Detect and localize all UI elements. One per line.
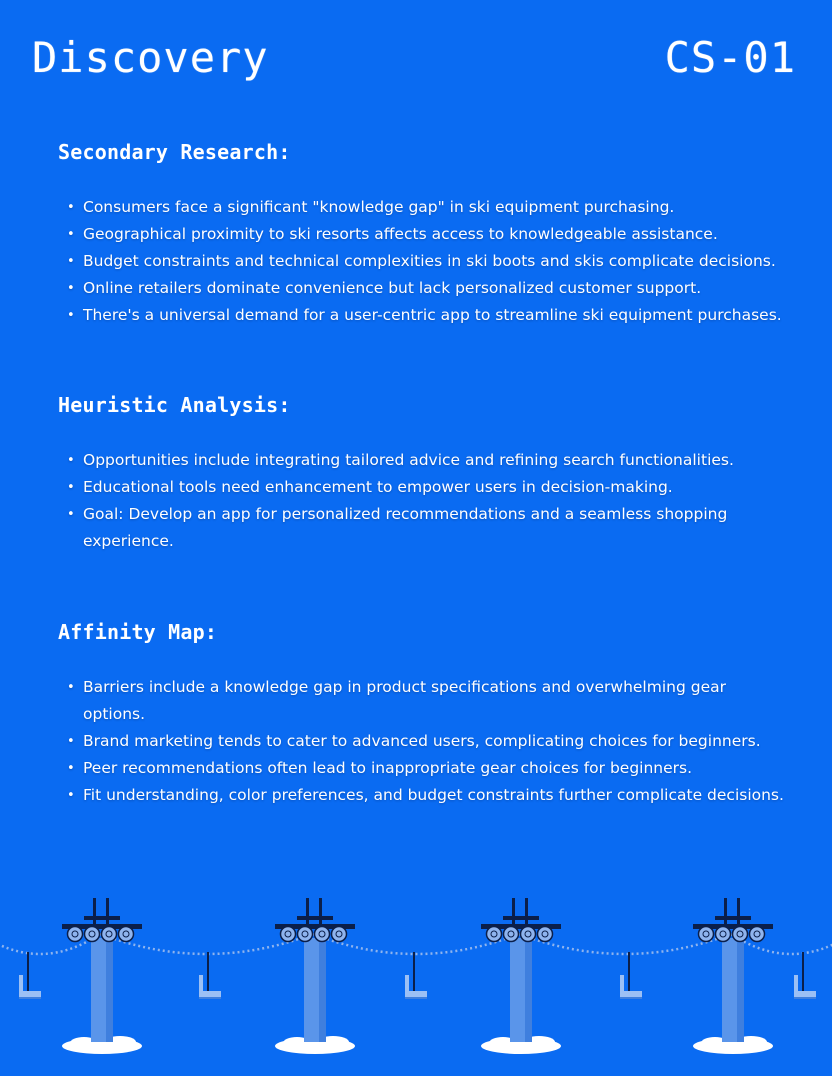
lift-crossbar-top: [297, 916, 333, 920]
list-item-text: Consumers face a significant "knowledge gap" in ski equipment purchasing.: [83, 198, 675, 216]
chair-shadow: [794, 997, 816, 999]
lift-wheel: [750, 927, 765, 942]
list-item: [67, 194, 792, 221]
chair-hanger: [207, 952, 209, 992]
list-item: [67, 755, 792, 782]
lift-wheel: [521, 927, 536, 942]
list-item: [67, 501, 792, 555]
lift-wheel: [315, 927, 330, 942]
list-item-text: Online retailers dominate convenience but lack personalized customer support.: [83, 279, 702, 297]
lift-top-pole: [306, 898, 309, 924]
bullet-icon: •: [67, 200, 75, 215]
list-item: [67, 674, 792, 728]
lift-scene: [0, 898, 832, 1054]
lift-wheel: [487, 927, 502, 942]
list-item: [67, 275, 792, 302]
chair-shadow: [19, 997, 41, 999]
lift-wheel: [281, 927, 296, 942]
bullet-icon: •: [67, 281, 75, 296]
bullet-icon: •: [67, 761, 75, 776]
section-heading: Heuristic Analysis:: [58, 393, 291, 417]
ski-lift-illustration: [0, 880, 832, 1076]
chair-seat: [405, 991, 427, 997]
list-item: [67, 221, 792, 248]
chair-seat: [794, 991, 816, 997]
page-title: Discovery: [32, 33, 269, 82]
list-item: [67, 728, 792, 755]
lift-top-pole: [525, 898, 528, 924]
list-item: [67, 782, 792, 809]
chair-seat: [199, 991, 221, 997]
lift-pillar-shadow: [525, 938, 532, 1042]
bullet-icon: •: [67, 680, 75, 695]
section-heading: Affinity Map:: [58, 620, 218, 644]
lift-pillar-shadow: [106, 938, 113, 1042]
lift-wheel: [85, 927, 100, 942]
lift-crossbar-top: [715, 916, 751, 920]
lift-pillar-shadow: [737, 938, 744, 1042]
chair-seat: [19, 991, 41, 997]
page-header: [32, 30, 796, 86]
lift-top-pole: [512, 898, 515, 924]
lift-crossbar-top: [84, 916, 120, 920]
lift-wheel: [68, 927, 83, 942]
lift-top-pole: [93, 898, 96, 924]
lift-wheel: [504, 927, 519, 942]
lift-top-pole: [319, 898, 322, 924]
section-heuristic-analysis: [58, 393, 792, 550]
bullet-icon: •: [67, 507, 75, 522]
list-item-text: Opportunities include integrating tailored advice and refining search functionalities.: [83, 451, 734, 469]
list-item: [67, 248, 792, 275]
list-item-text: Barriers include a knowledge gap in product specifications and overwhelming gear options.: [83, 678, 726, 723]
lift-wheel: [733, 927, 748, 942]
bullet-icon: •: [67, 734, 75, 749]
list-item-text: Budget constraints and technical complexities in ski boots and skis complicate decisions.: [83, 252, 776, 270]
lift-wheel: [298, 927, 313, 942]
lift-top-pole: [106, 898, 109, 924]
chair-shadow: [199, 997, 221, 999]
lift-wheel: [119, 927, 134, 942]
bullet-icon: •: [67, 788, 75, 803]
list-item-text: Fit understanding, color preferences, and budget constraints further complicate decisions.: [83, 786, 784, 804]
list-item-text: There's a universal demand for a user-centric app to streamline ski equipment purchases.: [83, 306, 782, 324]
lift-top-pole: [724, 898, 727, 924]
chair-hanger: [628, 952, 630, 992]
chair-hanger: [413, 952, 415, 992]
list-item: [67, 474, 792, 501]
lift-wheel: [699, 927, 714, 942]
bullet-list: [67, 674, 792, 809]
chair-shadow: [620, 997, 642, 999]
bullet-icon: •: [67, 453, 75, 468]
section-secondary-research: [58, 140, 792, 324]
lift-wheel: [538, 927, 553, 942]
lift-top-pole: [737, 898, 740, 924]
lift-wheel: [716, 927, 731, 942]
section-affinity-map: [58, 620, 792, 804]
list-item: [67, 302, 792, 329]
bullet-list: [67, 447, 792, 555]
chair-hanger: [802, 952, 804, 992]
list-item-text: Goal: Develop an app for personalized recommendations and a seamless shopping experience.: [83, 505, 728, 550]
section-heading: Secondary Research:: [58, 140, 291, 164]
list-item-text: Educational tools need enhancement to empower users in decision-making.: [83, 478, 673, 496]
bullet-icon: •: [67, 480, 75, 495]
list-item-text: Brand marketing tends to cater to advanced users, complicating choices for beginners.: [83, 732, 761, 750]
lift-wheel: [102, 927, 117, 942]
list-item-text: Peer recommendations often lead to inappropriate gear choices for beginners.: [83, 759, 693, 777]
list-item: [67, 447, 792, 474]
bullet-icon: •: [67, 227, 75, 242]
case-study-code: CS-01: [664, 33, 796, 82]
lift-pillar-shadow: [319, 938, 326, 1042]
list-item-text: Geographical proximity to ski resorts affects access to knowledgeable assistance.: [83, 225, 718, 243]
chair-hanger: [27, 952, 29, 992]
bullet-icon: •: [67, 308, 75, 323]
chair-shadow: [405, 997, 427, 999]
lift-wheel: [332, 927, 347, 942]
lift-crossbar-top: [503, 916, 539, 920]
bullet-list: [67, 194, 792, 329]
bullet-icon: •: [67, 254, 75, 269]
chair-seat: [620, 991, 642, 997]
